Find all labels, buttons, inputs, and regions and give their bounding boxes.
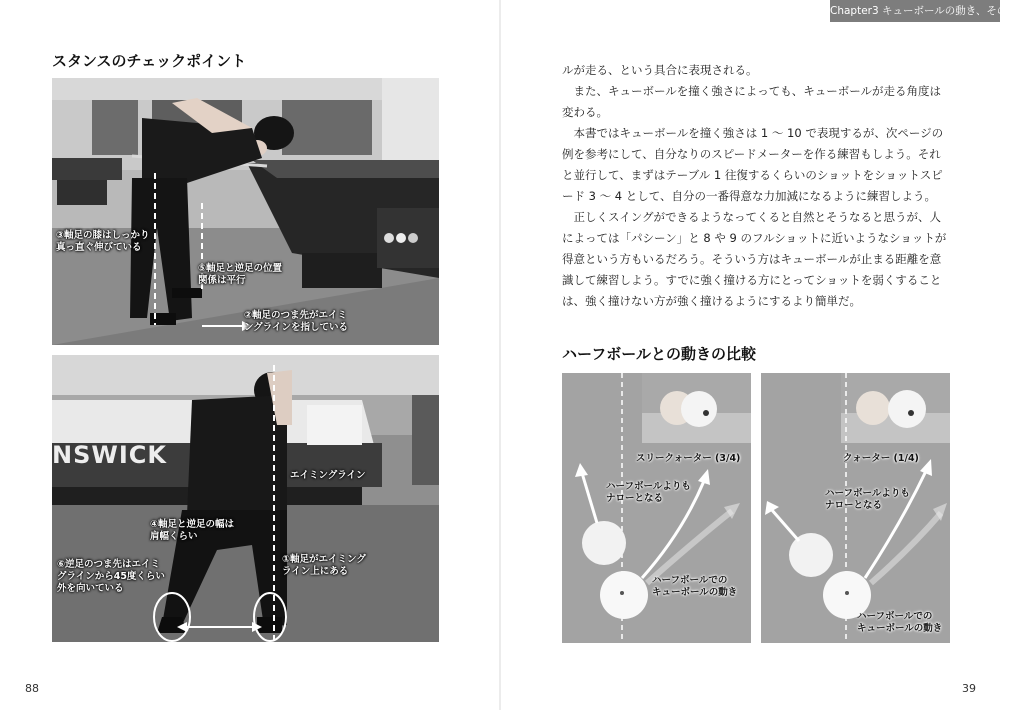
paragraph-1: ルが走る、という具合に表現される。 [562,63,758,77]
quarter-narrow-label: ハーフボールよりも ナローとなる [825,488,910,511]
left-page-number: 88 [25,682,39,695]
stance-side-illustration [52,78,439,345]
label-knee-straight: ③軸足の膝はしっかり 真っ直ぐ伸びている [56,230,150,253]
right-page-number: 39 [962,682,976,695]
paragraph-3: 本書ではキューボールを撞く強さは 1 ～ 10 で表現するが、次ページの例を参考にして、自分なりのスピードメーターを作る練習もしよう。それと並行して、まずはテーブル 1 往復するくらいのショットをショットスピード 3 ～ 4 として、自分の一番得意な力加減になるように練習しよう。 [562,126,944,203]
paragraph-4: 正しくスイングができるようなってくると自然とそうなると思うが、人によっては「パシーン」と 8 や 9 のフルショットに近いようなショットが得意という方もいるだろう。そういう方はキューボールが止まる距離を意識して練習しよう。すでに強く撞ける方にとってショットを弱くすることは、強く撞けない方が強く撞けるようにするより簡単だ。 [562,210,947,308]
table-brand-text: NSWICK [52,441,167,469]
three-quarter-narrow-label: ハーフボールよりも ナローとなる [606,481,691,504]
label-pivot-on-line: ①軸足がエイミング ライン上にある [282,554,366,577]
three-quarter-illustration [562,373,751,643]
quarter-photo [761,373,950,643]
chapter-tab: Chapter3 キューボールの動き、その基本 [830,0,1000,22]
quarter-label: クォーター (1/4) [843,453,919,464]
label-toe-aiming: ②軸足のつま先がエイミ ングラインを指している [244,310,349,333]
body-text [562,60,952,312]
three-quarter-half-label: ハーフボールでの キューボールの動き [652,575,738,598]
label-aiming-line: エイミングライン [290,470,366,481]
stance-heading: スタンスのチェックポイント [52,52,247,70]
three-quarter-label: スリークォーター (3/4) [636,453,741,464]
stance-rear-photo [52,355,439,642]
stance-rear-illustration [52,355,439,642]
three-quarter-photo [562,373,751,643]
label-feet-parallel: ⑤軸足と逆足の位置 関係は平行 [198,263,283,286]
page-gutter [499,0,501,710]
label-shoulder-width: ④軸足と逆足の幅は 肩幅くらい [150,519,235,542]
label-toe-45-degrees: ⑥逆足のつま先はエイミ グラインから45度くらい 外を向いている [57,559,165,594]
stance-side-photo [52,78,439,345]
paragraph-2: また、キューボールを撞く強さによっても、キューボールが走る角度は変わる。 [562,84,942,119]
comparison-heading: ハーフボールとの動きの比較 [562,345,756,363]
quarter-half-label: ハーフボールでの キューボールの動き [857,611,943,634]
